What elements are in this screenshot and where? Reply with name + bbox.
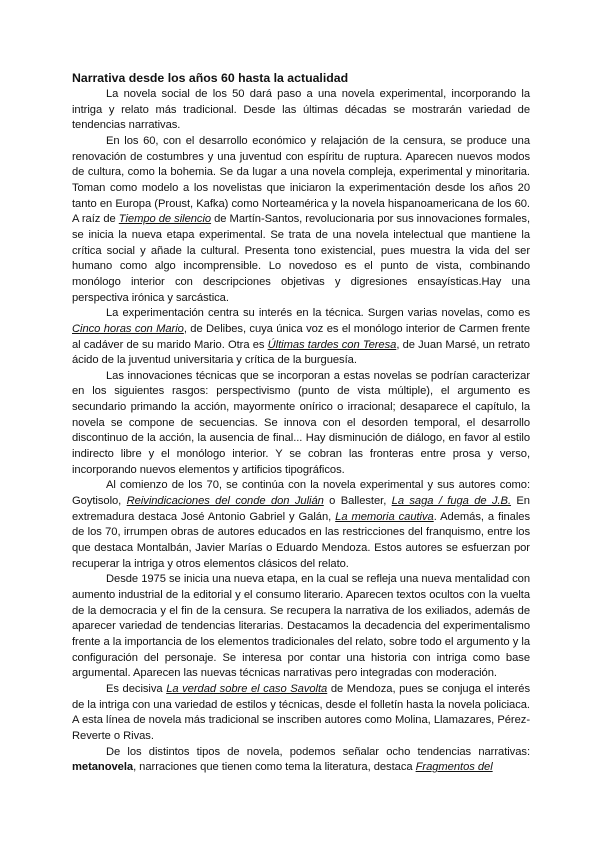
paragraph-seventies — [72, 478, 530, 572]
paragraph-text: En extremadura destaca José Antonio Gabriel y Galán, — [72, 495, 530, 523]
book-title-link[interactable]: La saga / fuga de J.B. — [391, 495, 512, 508]
term-bold: metanovela — [72, 761, 134, 774]
paragraph-sixties — [72, 134, 530, 306]
book-title-link[interactable]: Últimas tardes con Teresa — [267, 338, 397, 351]
document-title: Narrativa desde los años 60 hasta la actualidad — [72, 71, 349, 85]
book-title-link[interactable]: Reivindicaciones del conde don Julián — [126, 495, 324, 508]
paragraph-experimentation — [72, 306, 530, 369]
paragraph-text: En los 60, con el desarrollo económico y relajación de la censura, se produce una renovación de costumbres y una juventud con espíritu de ruptura. Aparecen nuevos modos de cultura, como la bohemia. Se da lugar a una novela compleja, experimental y minoritaria. Toman como modelo a los novelistas que iniciaron la experimentación desde los años 20 tanto en Europa (Proust, Kafka) como Norteamérica y la novela hispanoamericana de los 60. A raíz de — [72, 134, 530, 226]
paragraph-intro — [72, 87, 530, 134]
paragraph-text: La novela social de los 50 dará paso a una novela experimental, incorporando la intriga y relato más tradicional. Desde las últimas décadas se mostrarán variedad de tendencias narrativas. — [72, 88, 530, 132]
paragraph-1975 — [72, 572, 530, 682]
paragraph-text: , de Delibes, cuya única voz es el monólogo interior de Carmen frente al cadáver de su marido Mario. Otra es — [72, 322, 530, 351]
paragraph-innovations — [72, 369, 530, 479]
book-title-link[interactable]: Cinco horas con Mario — [72, 322, 184, 335]
paragraph-text: La experimentación centra su interés en la técnica. Surgen varias novelas, como es — [106, 307, 530, 320]
paragraph-text: de Mendoza, pues se conjuga el interés de la intriga con una variedad de estilos y técnicas, desde el folletín hasta la novela policiaca. A esta línea de novela más tradicional se inscriben autores como Molina, Llamazares, Pérez-Reverte o Rivas. — [72, 682, 530, 742]
paragraph-text: . Además, a finales de los 70, irrumpen obras de autores educados en las restricciones del franquismo, entre los que destaca Montalbán, Javier Marías o Eduardo Mendoza. Estos autores se esfuerzan por recuperar la intriga y otros elementos clásicos del relato. — [72, 510, 531, 570]
book-title-link[interactable]: La verdad sobre el caso Savolta — [166, 682, 328, 695]
book-title-link[interactable]: La memoria cautiva — [335, 510, 434, 523]
paragraph-text: De los distintos tipos de novela, podemos señalar ocho tendencias narrativas: — [106, 745, 530, 758]
paragraph-text: , narraciones que tienen como tema la literatura, destaca — [133, 761, 416, 774]
paragraph-text: de Martín-Santos, revolucionaria por sus innovaciones formales, se inicia la nueva etapa experimental. Se trata de una novela intelectual que mantiene la crítica social y añade la cultural. Presenta tono existencial, pues muestra la vida del ser humano como algo incomprensible. Lo novedoso es el punto de vista, combinando monólogo interior con descripciones objetivas y digresiones ensayísticas.Hay una perspectiva irónica y sarcástica. — [72, 213, 531, 304]
paragraph-tendencies — [72, 745, 530, 776]
paragraph-text: , de Juan Marsé, un retrato ácido de la juventud universitaria y crítica de la burguesía. — [72, 338, 530, 367]
paragraph-text: Las innovaciones técnicas que se incorporan a estas novelas se podrían caracterizar en los siguientes rasgos: perspectivismo (punto de vista múltiple), el argumento es secundario primando la acción, mayormente onírico o irracional; desaparece el capítulo, la novela se compone de secuencias. Se innova con el desorden temporal, el desarrollo discontinuo de la acción, la ausencia de final... Hay disminución de diálogo, en favor al estilo indirecto libre y el monólogo interior. Y se cobran las fronteras entre prosa y verso, incorporando nuevos elementos y artificios tipográficos. — [72, 369, 530, 476]
paragraph-savolta — [72, 682, 530, 745]
paragraph-text: Desde 1975 se inicia una nueva etapa, en la cual se refleja una nueva mentalidad con aumento industrial de la editorial y el consumo literario. Aparecen textos ocultos con la vuelta de la democracia y el fin de la censura. Se recupera la narrativa de los exiliados, además de aparecer variedad de tendencias literarias. Destacamos la decadencia del experimentalismo frente a la importancia de los elementos tradicionales del relato, sobre todo el argumento y la configuración del personaje. Se interesa por contar una historia con intriga como base argumental. Aparecen las nuevas técnicas narrativas pero integradas con moderación. — [72, 573, 530, 680]
book-title-link[interactable]: Fragmentos del — [415, 761, 493, 774]
paragraph-text: o Ballester, — [323, 495, 392, 508]
book-title-link[interactable]: Tiempo de silencio — [118, 213, 212, 226]
paragraph-text: Es decisiva — [106, 682, 167, 695]
paragraph-text: Al comienzo de los 70, se continúa con la novela experimental y sus autores como: Goytisolo, — [72, 479, 530, 508]
